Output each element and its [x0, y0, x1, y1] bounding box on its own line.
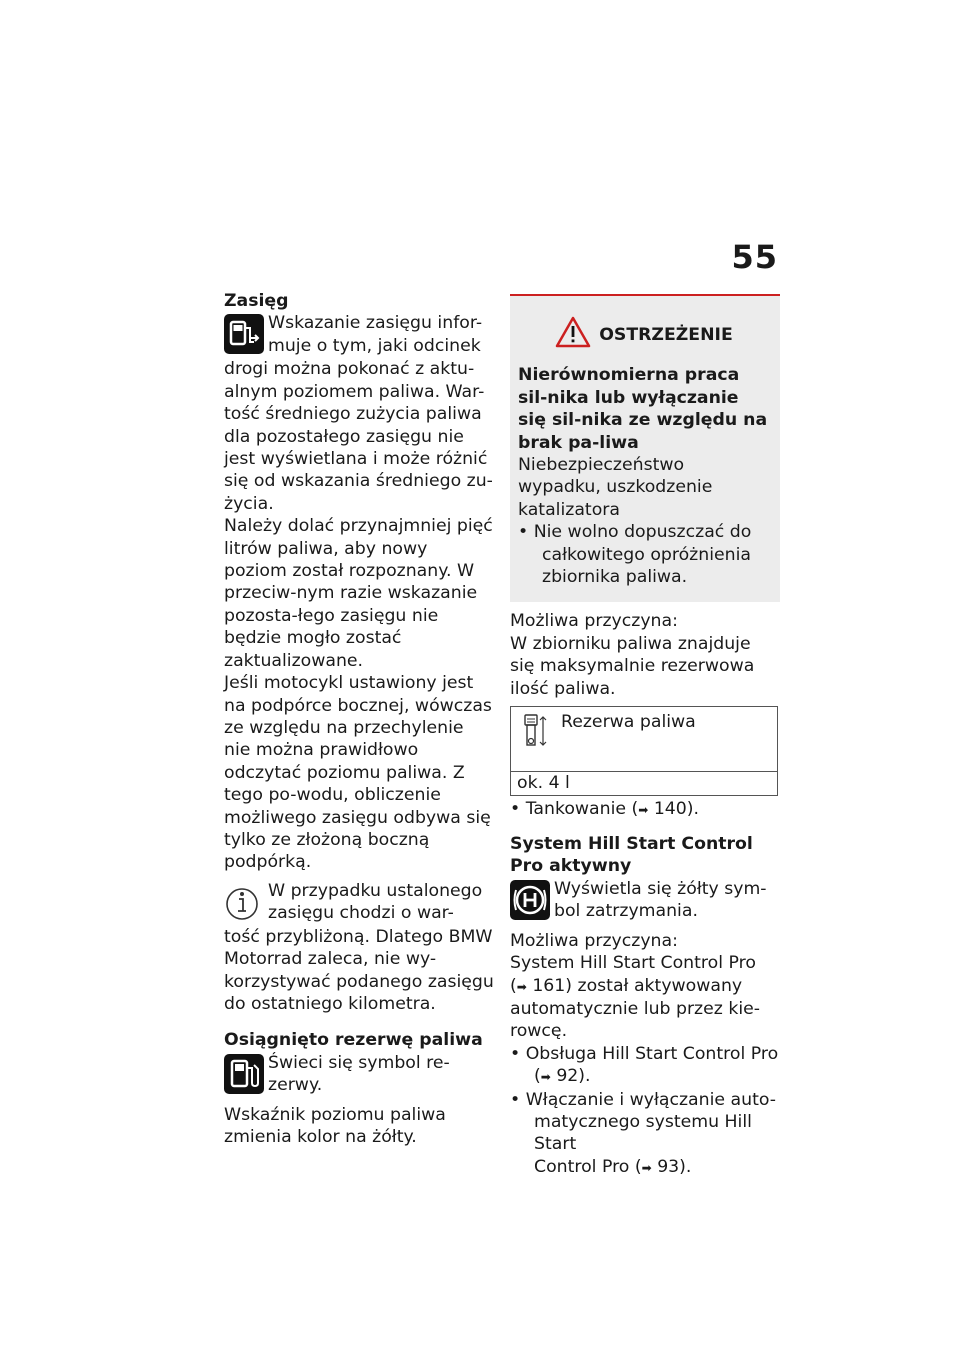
- warning-bold-text: Nierównomierna praca sil-nika lub wyłączanie się sil-nika ze względu na brak pa-liwa: [518, 365, 768, 453]
- reserve-label-cell: [511, 707, 778, 772]
- operation-bullet-ref[interactable]: 92).: [556, 1066, 591, 1087]
- hill-heading: System Hill Start Control Pro aktywny: [510, 833, 753, 877]
- left-column: [224, 290, 494, 1149]
- reference-arrow-icon: ➡: [516, 979, 527, 994]
- range-heading: Zasięg: [224, 291, 289, 311]
- bullet-mark: •: [510, 798, 521, 819]
- onoff-bullet: [510, 1089, 780, 1180]
- info-icon-paragraph: [224, 880, 494, 926]
- hill-cause-label: Możliwa przyczyna:: [510, 930, 678, 951]
- operation-bullet-line-2: (➡ 92).: [534, 1066, 591, 1087]
- reserve-line-1: Świeci się symbol re-: [268, 1052, 450, 1073]
- hill-cause-line-2: (➡ 161) został aktywowany: [510, 975, 743, 996]
- fuel-pump-icon: [224, 1054, 264, 1094]
- warning-triangle-icon: [555, 316, 599, 354]
- warning-bullet: [518, 521, 770, 588]
- range-paragraph: drogi można pokonać z aktu-alnym poziomem paliwa. War-tość średniego zużycia paliwa dla pozostałego zasięgu nie jest wyświetlana i może różnić się od wskazania średniego zu-życia.: [224, 359, 493, 514]
- hill-line-2: bol zatrzymania.: [554, 901, 698, 922]
- tank-bullet-ref[interactable]: 140).: [653, 798, 700, 819]
- cause-label: Możliwa przyczyna:: [510, 611, 678, 632]
- bullet-mark: •: [510, 1043, 521, 1064]
- onoff-bullet-line-2: matycznego systemu Hill Start: [534, 1111, 752, 1155]
- warning-bullet-line-1: Nie wolno dopuszczać do: [533, 522, 752, 543]
- reserve-value-cell: [511, 772, 778, 795]
- info-icon: [224, 882, 264, 922]
- reserve-icon-paragraph: [224, 1052, 494, 1098]
- range-icon-line-1: Wskazanie zasięgu infor-: [268, 313, 483, 334]
- right-column: [510, 294, 780, 1179]
- reserve-heading: Osiągnięto rezerwę paliwa: [224, 1030, 483, 1051]
- hill-hold-icon: [510, 880, 550, 920]
- operation-bullet-line-1: Obsługa Hill Start Control Pro: [525, 1043, 779, 1064]
- warning-box: [510, 294, 780, 602]
- info-line-2: zasięgu chodzi o war-: [268, 903, 454, 924]
- warning-consequence: Niebezpieczeństwo wypadku, uszkodzenie katalizatora: [518, 455, 713, 520]
- reference-arrow-icon: ➡: [641, 1160, 652, 1175]
- fuel-reserve-table: [510, 706, 778, 795]
- reserve-value: ok. 4 l: [517, 773, 570, 794]
- tank-bullet: [510, 798, 780, 821]
- onoff-bullet-line-3: [522, 1156, 780, 1179]
- fuel-range-icon: [224, 314, 264, 354]
- warning-title: OSTRZEŻENIE: [599, 325, 733, 345]
- cause-text: W zbiorniku paliwa znajduje się maksymalnie rezerwowa ilość paliwa.: [510, 633, 755, 699]
- fuel-tank-measure-icon: [517, 711, 555, 753]
- hill-cause-line-1: System Hill Start Control Pro: [510, 953, 756, 974]
- hill-cause-rest: automatycznie lub przez kie-rowcę.: [510, 998, 761, 1042]
- range-icon-line-2: muje o tym, jaki odcinek: [268, 335, 481, 356]
- operation-bullet: [510, 1043, 780, 1089]
- refuel-paragraph: Należy dolać przynajmniej pięć litrów paliwa, aby nowy poziom został rozpoznany. W przeciw-nym razie wskazanie pozosta-łego zasięgu nie będzie mogło zostać zaktualizowane.: [224, 516, 493, 671]
- page-number: 55: [731, 238, 778, 276]
- hill-cause-ref: 161) został aktywowany: [532, 975, 743, 996]
- reserve-label: Rezerwa paliwa: [561, 712, 696, 733]
- hill-line-1: Wyświetla się żółty sym-: [554, 878, 767, 899]
- bullet-mark: •: [518, 522, 529, 543]
- onoff-bullet-ref[interactable]: 93).: [657, 1156, 692, 1177]
- reference-arrow-icon: ➡: [638, 802, 649, 817]
- onoff-bullet-line-1: Włączanie i wyłączanie auto-: [525, 1089, 776, 1110]
- range-icon-paragraph: [224, 312, 494, 358]
- onoff-bullet-line-3-text: Control Pro (: [534, 1156, 642, 1177]
- info-paragraph: tość przybliżoną. Dlatego BMW Motorrad zaleca, nie wy-korzystywać podanego zasięgu do ostatniego kilometra.: [224, 926, 494, 1014]
- sidestand-paragraph: Jeśli motocykl ustawiony jest na podpórce bocznej, wówczas ze względu na przechylenie nie można prawidłowo odczytać poziomu paliwa. Z tego po-wodu, obliczenie możliwego zasięgu odbywa się tylko ze złożoną boczną podpórką.: [224, 673, 492, 873]
- reserve-line-2: zerwy.: [268, 1075, 323, 1096]
- reference-arrow-icon: ➡: [540, 1070, 551, 1085]
- warning-bullet-line-3: zbiornika paliwa.: [542, 567, 688, 588]
- reserve-paragraph: Wskaźnik poziomu paliwa zmienia kolor na żółty.: [224, 1104, 446, 1148]
- hill-icon-paragraph: [510, 878, 780, 924]
- info-line-1: W przypadku ustalonego: [268, 880, 483, 901]
- warning-bullet-line-2: całkowitego opróżnienia: [542, 544, 751, 565]
- tank-bullet-text: Tankowanie (: [525, 798, 639, 819]
- bullet-mark: •: [510, 1089, 521, 1110]
